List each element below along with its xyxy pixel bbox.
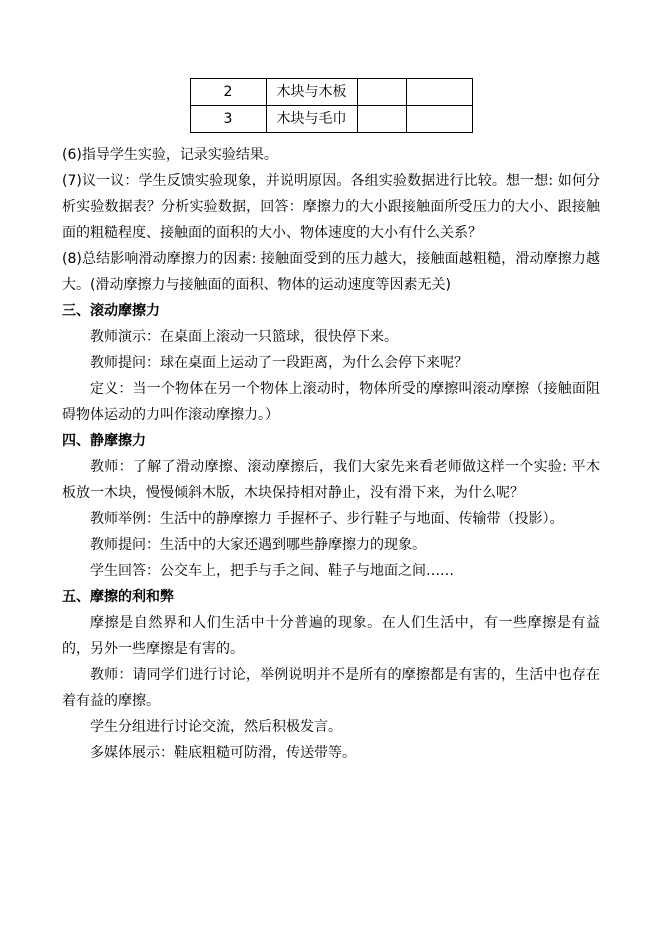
paragraph-student-discussion: 学生分组进行讨论交流，然后积极发言。 (90, 719, 342, 735)
heading-friction-pros-cons: 五、摩擦的利和弊 (62, 589, 174, 605)
paragraph-step-6: (6)指导学生实验，记录实验结果。 (62, 147, 278, 163)
paragraph-step-7: (7)议一议：学生反馈实验现象，并说明原因。各组实验数据进行比较。想一想: 如何分析实验数据表？分析实验数据，回答：摩擦力的大小跟接触面所受压力的大小、跟接触面的粗糙程度、接触面的面积的大小、物体速度的大小有什么关系？ (62, 173, 600, 241)
paragraph-step-8: (8)总结影响滑动摩擦力的因素: 接触面受到的压力越大，接触面越粗糙，滑动摩擦力越大。(滑动摩擦力与接触面的面积、物体的运动速度等因素无关) (62, 251, 600, 293)
paragraph-teacher-demo: 教师演示：在桌面上滚动一只篮球，很快停下来。 (90, 329, 398, 345)
table-cell-empty (357, 106, 406, 133)
table-cell-number: 2 (190, 79, 266, 106)
paragraph-friction-overview: 摩擦是自然界和人们生活中十分普遍的现象。在人们生活中，有一些摩擦是有益的，另外一些摩擦是有害的。 (62, 615, 600, 657)
table-cell-surfaces: 木块与木板 (266, 79, 357, 106)
paragraph-teacher-discussion: 教师：请同学们进行讨论，举例说明并不是所有的摩擦都是有害的，生活中也存在着有益的摩擦。 (62, 667, 600, 709)
heading-rolling-friction: 三、滚动摩擦力 (62, 303, 160, 319)
paragraph-teacher-experiment: 教师：了解了滑动摩擦、滚动摩擦后，我们大家先来看老师做这样一个实验: 平木板放一木块，慢慢倾斜木版，木块保持相对静止，没有滑下来，为什么呢？ (62, 459, 600, 501)
table-cell-empty (406, 106, 472, 133)
paragraph-teacher-question: 教师提问：球在桌面上运动了一段距离，为什么会停下来呢？ (90, 355, 468, 371)
table-row (190, 79, 472, 106)
table-row (190, 106, 472, 133)
paragraph-teacher-examples: 教师举例：生活中的静摩擦力 手握杯子、步行鞋子与地面、传输带（投影）。 (90, 511, 564, 527)
heading-static-friction: 四、静摩擦力 (62, 433, 146, 449)
paragraph-definition: 定义：当一个物体在另一个物体上滚动时，物体所受的摩擦叫滚动摩擦（接触面阻碍物体运动的力叫作滚动摩擦力。） (62, 381, 600, 423)
table-cell-number: 3 (190, 106, 266, 133)
paragraph-student-answer: 学生回答：公交车上，把手与手之间、鞋子与地面之间…… (90, 563, 454, 579)
paragraph-multimedia-display: 多媒体展示：鞋底粗糙可防滑，传送带等。 (90, 745, 356, 761)
paragraph-teacher-question-2: 教师提问：生活中的大家还遇到哪些静摩擦力的现象。 (90, 537, 426, 553)
table-cell-empty (357, 79, 406, 106)
table-cell-empty (406, 79, 472, 106)
table-cell-surfaces: 木块与毛巾 (266, 106, 357, 133)
experiment-table (190, 78, 473, 133)
